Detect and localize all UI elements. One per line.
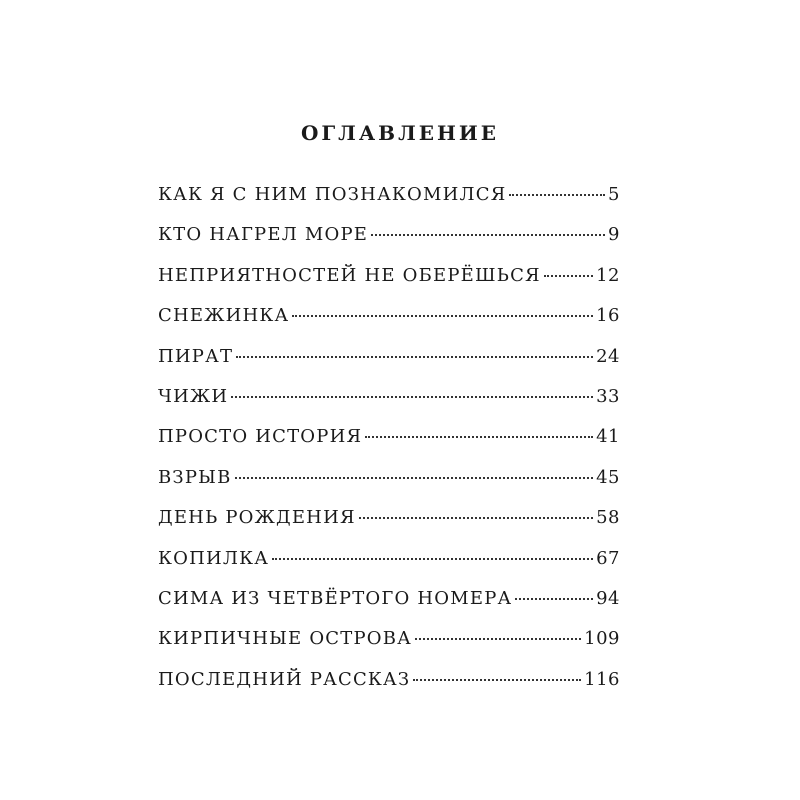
toc-entry-page: 5 xyxy=(608,184,620,205)
dot-leader xyxy=(515,598,593,600)
toc-entry-title: ПОСЛЕДНИЙ РАССКАЗ xyxy=(158,668,411,690)
dot-leader xyxy=(544,275,593,277)
dot-leader xyxy=(231,396,593,398)
dot-leader xyxy=(272,558,593,560)
toc-entry xyxy=(158,467,620,507)
dot-leader xyxy=(292,315,593,317)
toc-entry-page: 33 xyxy=(596,385,620,407)
toc-entry xyxy=(158,426,620,466)
toc-entry-page: 116 xyxy=(584,668,620,690)
toc-entry-title: ВЗРЫВ xyxy=(158,466,232,488)
toc-entry xyxy=(158,669,620,709)
toc-entry-title: КОПИЛКА xyxy=(158,547,270,569)
dot-leader xyxy=(235,477,594,479)
toc-entry xyxy=(158,224,620,264)
toc-entry xyxy=(158,548,620,588)
toc-entry-title: ПИРАТ xyxy=(158,345,234,367)
toc-entry xyxy=(158,346,620,386)
toc-entry-page: 16 xyxy=(596,305,620,327)
toc-entry-page: 58 xyxy=(596,507,620,529)
toc-entry-title: КАК Я С НИМ ПОЗНАКОМИЛСЯ xyxy=(158,184,507,205)
toc-entry-title: КТО НАГРЕЛ МОРЕ xyxy=(158,224,369,246)
toc-entry-title: ПРОСТО ИСТОРИЯ xyxy=(158,426,363,448)
toc-entry-title: СНЕЖИНКА xyxy=(158,305,290,327)
toc-entry xyxy=(158,588,620,628)
toc-entry-page: 9 xyxy=(608,224,620,246)
dot-leader xyxy=(509,194,605,196)
dot-leader xyxy=(236,356,593,358)
dot-leader xyxy=(359,517,593,519)
toc-entry xyxy=(158,184,620,224)
table-of-contents xyxy=(158,184,620,709)
toc-entry-title: ДЕНЬ РОЖДЕНИЯ xyxy=(158,507,356,529)
toc-entry xyxy=(158,305,620,345)
dot-leader xyxy=(371,234,605,236)
toc-entry-page: 41 xyxy=(596,426,620,448)
toc-entry-title: НЕПРИЯТНОСТЕЙ НЕ ОБЕРЁШЬСЯ xyxy=(158,264,541,286)
toc-entry-page: 24 xyxy=(596,345,620,367)
toc-entry-page: 94 xyxy=(596,587,620,609)
toc-entry-page: 12 xyxy=(596,264,620,286)
toc-entry-title: СИМА ИЗ ЧЕТВЁРТОГО НОМЕРА xyxy=(158,587,513,609)
toc-entry-title: ЧИЖИ xyxy=(158,385,229,407)
page-title: ОГЛАВЛЕНИЕ xyxy=(300,121,500,146)
toc-entry xyxy=(158,628,620,668)
toc-entry-page: 45 xyxy=(596,466,620,488)
toc-entry xyxy=(158,386,620,426)
toc-entry-title: КИРПИЧНЫЕ ОСТРОВА xyxy=(158,628,412,650)
dot-leader xyxy=(415,638,581,640)
toc-entry-page: 67 xyxy=(596,547,620,569)
dot-leader xyxy=(413,679,581,681)
dot-leader xyxy=(365,436,593,438)
toc-entry-page: 109 xyxy=(584,628,620,650)
toc-entry xyxy=(158,265,620,305)
toc-entry xyxy=(158,507,620,547)
